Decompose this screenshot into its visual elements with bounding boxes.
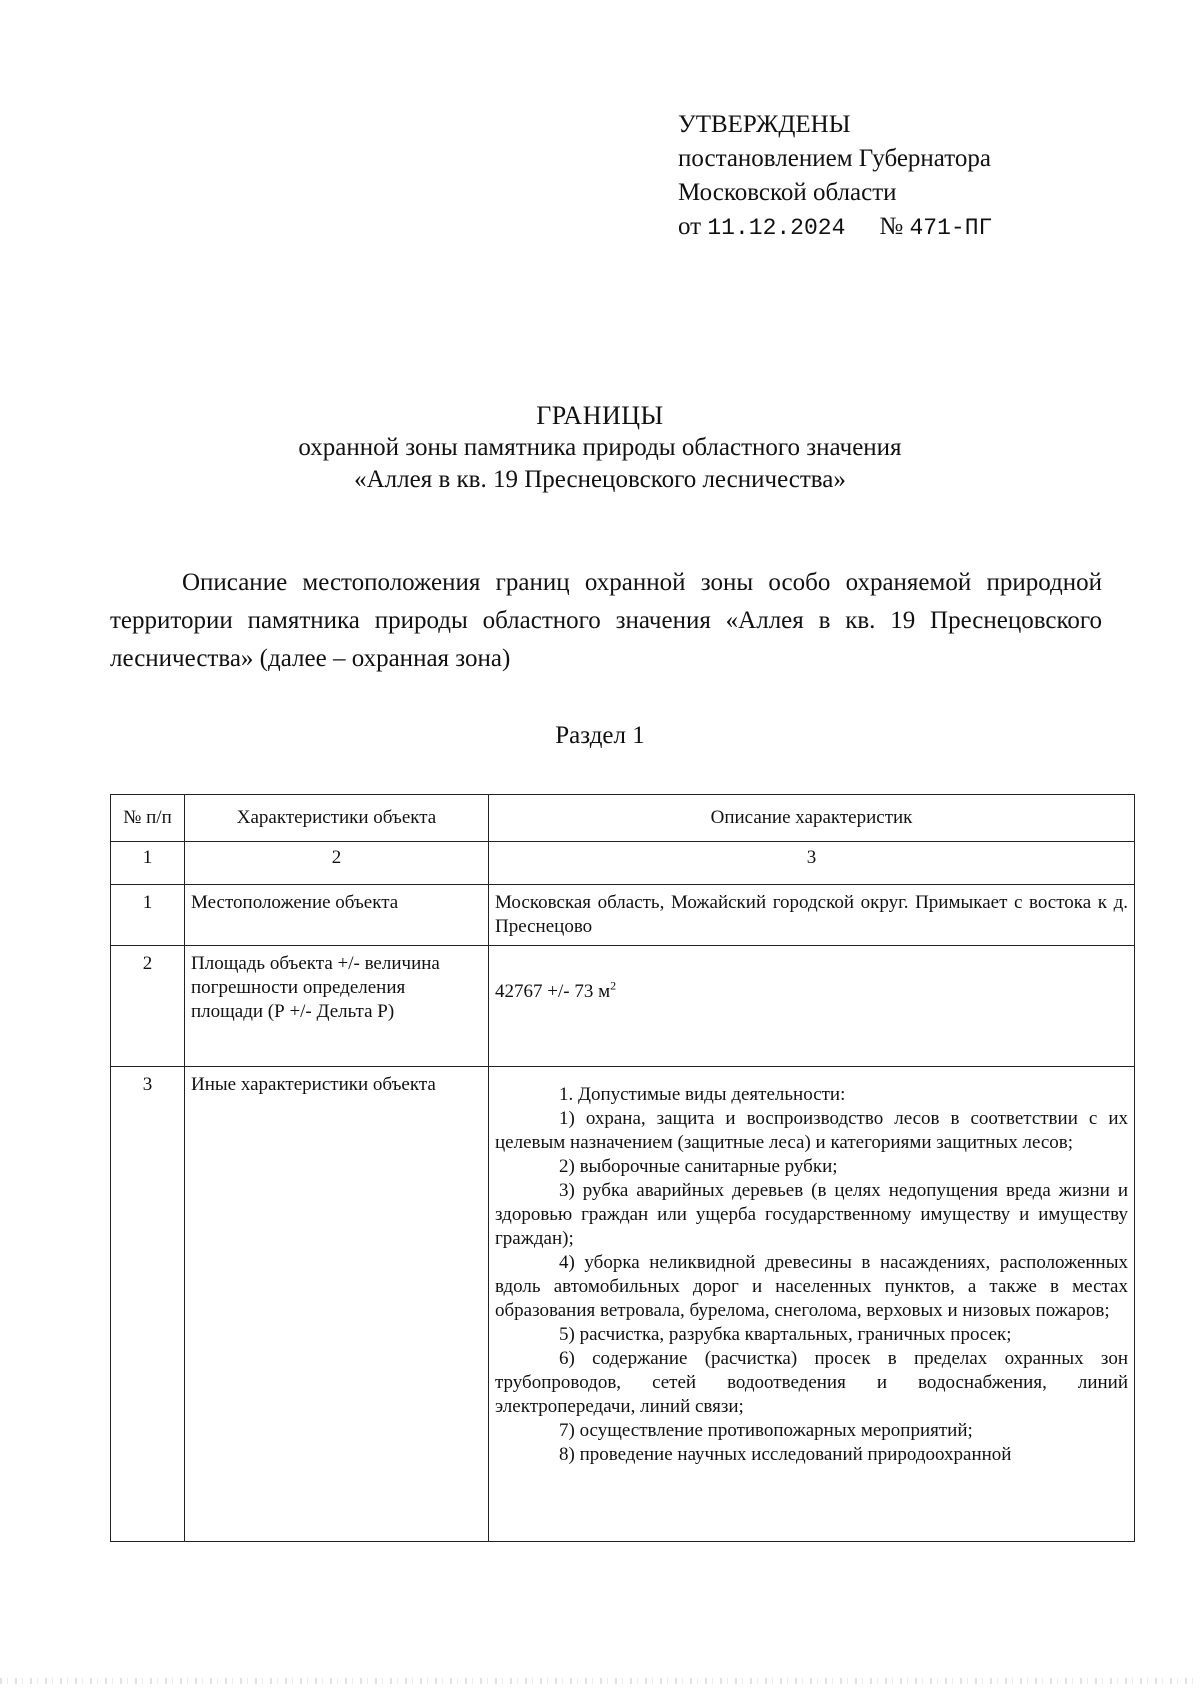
activity-item: 2) выборочные санитарные рубки; xyxy=(559,1156,838,1177)
column-number-row xyxy=(111,842,1135,885)
column-number: 1 xyxy=(111,842,185,885)
row-characteristic: Местоположение объекта xyxy=(185,885,489,946)
scan-noise-strip xyxy=(0,1678,1200,1684)
approval-block xyxy=(678,108,992,245)
area-value: 42767 +/- 73 м xyxy=(495,981,611,1002)
activity-item: 4) уборка неликвидной древесины в насаждениях, расположенных вдоль автомобильных дорог и населенных пунктов, а также в местах образования ветровала, бурелома, снеголома, верховых и низовых пожаров; xyxy=(495,1252,1128,1321)
decree-number: 471-ПГ xyxy=(909,215,993,241)
activity-item: 3) рубка аварийных деревьев (в целях недопущения вреда жизни и здоровью граждан или ущерба государственному имуществу и имуществу граждан); xyxy=(495,1180,1128,1249)
date-prefix: от xyxy=(678,213,702,240)
title-line-2: охранной зоны памятника природы областного значения xyxy=(298,434,902,461)
row-characteristic: Иные характеристики объекта xyxy=(185,1067,489,1542)
row-number: 3 xyxy=(111,1067,185,1542)
area-unit-sup: 2 xyxy=(610,978,617,993)
activity-item: 8) проведение научных исследований природоохранной xyxy=(559,1444,1012,1465)
table-row xyxy=(111,1067,1135,1542)
table-row xyxy=(111,885,1135,946)
section-label: Раздел 1 xyxy=(555,722,645,749)
activity-item: 5) расчистка, разрубка квартальных, граничных просек; xyxy=(559,1324,1012,1345)
column-number: 2 xyxy=(185,842,489,885)
activity-item: 1) охрана, защита и воспроизводство лесов в соответствии с их целевым назначением (защитные леса) и категориями защитных лесов; xyxy=(495,1108,1128,1153)
table-header-row xyxy=(111,795,1135,842)
approval-heading: УТВЕРЖДЕНЫ xyxy=(678,111,851,138)
decree-date: 11.12.2024 xyxy=(707,215,846,241)
column-number: 3 xyxy=(489,842,1135,885)
table-row xyxy=(111,946,1135,1067)
document-title xyxy=(0,400,1200,496)
row-description xyxy=(489,946,1135,1067)
activity-heading: 1. Допустимые виды деятельности: xyxy=(559,1084,846,1105)
title-main: ГРАНИЦЫ xyxy=(536,401,664,430)
area-value-wrap xyxy=(495,980,1128,1004)
activity-item: 6) содержание (расчистка) просек в пределах охранных зон трубопроводов, сетей водоотведения и водоснабжения, линий электропередачи, линий связи; xyxy=(495,1348,1128,1417)
header-number: № п/п xyxy=(111,795,185,842)
row-description xyxy=(489,1067,1135,1542)
approval-line-decree: постановлением Губернатора xyxy=(678,145,991,172)
row-number: 1 xyxy=(111,885,185,946)
approval-line-region: Московской области xyxy=(678,179,897,206)
number-prefix: № xyxy=(879,213,904,240)
header-characteristic: Характеристики объекта xyxy=(185,795,489,842)
row-description: Московская область, Можайский городской округ. Примыкает с востока к д. Преснецово xyxy=(489,885,1135,946)
row-characteristic: Площадь объекта +/- величина погрешности определения площади (Р +/- Дельта Р) xyxy=(185,946,489,1067)
characteristics-table xyxy=(110,794,1135,1542)
title-line-3: «Аллея в кв. 19 Преснецовского лесничества» xyxy=(354,466,846,493)
intro-paragraph: Описание местоположения границ охранной зоны особо охраняемой природной территории памятника природы областного значения «Аллея в кв. 19 Преснецовского лесничества» (далее – охранная зона) xyxy=(110,569,1102,672)
approval-date-line xyxy=(678,210,992,245)
row-number: 2 xyxy=(111,946,185,1067)
header-description: Описание характеристик xyxy=(489,795,1135,842)
activity-item: 7) осуществление противопожарных мероприятий; xyxy=(559,1420,973,1441)
